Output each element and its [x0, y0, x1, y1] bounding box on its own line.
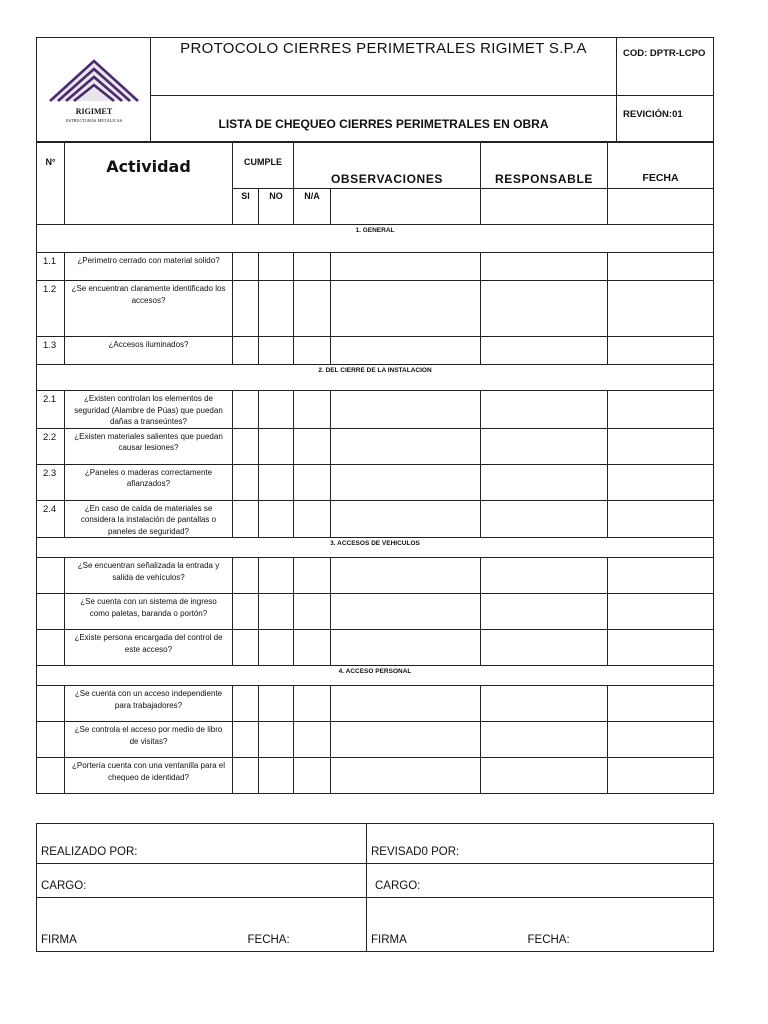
firma-left-label: FIRMA: [41, 934, 77, 946]
responsable-cell[interactable]: [481, 500, 608, 538]
observaciones-blank: [331, 189, 481, 225]
fecha-cell[interactable]: [608, 722, 714, 758]
section-row: [37, 225, 714, 253]
fecha-cell[interactable]: [608, 594, 714, 630]
fecha-right-label: FECHA:: [527, 934, 570, 946]
responsable-cell[interactable]: [481, 337, 608, 365]
realizado-por-field: REALIZADO POR:: [37, 824, 367, 864]
si-checkbox-cell[interactable]: [233, 464, 259, 500]
na-checkbox-cell[interactable]: [294, 500, 331, 538]
item-number: 2.3: [37, 464, 65, 500]
item-activity: ¿Existe persona encargada del control de este acceso?: [65, 630, 233, 666]
si-checkbox-cell[interactable]: [233, 281, 259, 337]
cargo-right-field: CARGO:: [367, 864, 714, 898]
observaciones-cell[interactable]: [331, 391, 481, 429]
fecha-cell[interactable]: [608, 500, 714, 538]
observaciones-cell[interactable]: [331, 500, 481, 538]
checklist-row: [37, 428, 714, 464]
item-activity: ¿Perimetro cerrado con material solido?: [65, 253, 233, 281]
document-subtitle: LISTA DE CHEQUEO CIERRES PERIMETRALES EN OBRA: [151, 96, 617, 142]
fecha-cell[interactable]: [608, 464, 714, 500]
no-checkbox-cell[interactable]: [259, 464, 294, 500]
observaciones-cell[interactable]: [331, 686, 481, 722]
observaciones-cell[interactable]: [331, 558, 481, 594]
na-checkbox-cell[interactable]: [294, 391, 331, 429]
si-checkbox-cell[interactable]: [233, 630, 259, 666]
firma-right-label: FIRMA: [371, 934, 407, 946]
item-number: [37, 686, 65, 722]
header-row: [37, 143, 714, 189]
no-checkbox-cell[interactable]: [259, 500, 294, 538]
checklist-row: [37, 281, 714, 337]
item-number: 1.3: [37, 337, 65, 365]
checklist-row: [37, 630, 714, 666]
section-title: 2. DEL CIERRE DE LA INSTALACION: [37, 365, 714, 391]
no-checkbox-cell[interactable]: [259, 337, 294, 365]
responsable-cell[interactable]: [481, 686, 608, 722]
no-checkbox-cell[interactable]: [259, 630, 294, 666]
col-observaciones-header: OBSERVACIONES: [294, 143, 481, 189]
observaciones-cell[interactable]: [331, 281, 481, 337]
col-fecha-header: FECHA: [608, 143, 714, 189]
observaciones-cell[interactable]: [331, 758, 481, 794]
document-revision: REVICIÓN:01: [617, 96, 714, 142]
na-checkbox-cell[interactable]: [294, 428, 331, 464]
na-checkbox-cell[interactable]: [294, 722, 331, 758]
responsable-cell[interactable]: [481, 594, 608, 630]
item-activity: ¿Se encuentran señalizada la entrada y salida de vehículos?: [65, 558, 233, 594]
na-checkbox-cell[interactable]: [294, 464, 331, 500]
section-title: 1. GENERAL: [37, 225, 714, 253]
no-checkbox-cell[interactable]: [259, 253, 294, 281]
na-checkbox-cell[interactable]: [294, 594, 331, 630]
responsable-cell[interactable]: [481, 630, 608, 666]
na-checkbox-cell[interactable]: [294, 281, 331, 337]
si-checkbox-cell[interactable]: [233, 758, 259, 794]
item-number: [37, 722, 65, 758]
firma-fecha-right: [367, 898, 714, 952]
responsable-cell[interactable]: [481, 464, 608, 500]
svg-text:RIGIMET: RIGIMET: [75, 106, 112, 116]
no-checkbox-cell[interactable]: [259, 391, 294, 429]
fecha-cell[interactable]: [608, 281, 714, 337]
na-checkbox-cell[interactable]: [294, 630, 331, 666]
section-row: [37, 666, 714, 686]
item-activity: ¿Se controla el acceso por medio de libro de visitas?: [65, 722, 233, 758]
checklist-row: [37, 722, 714, 758]
rigimet-logo-icon: [44, 51, 144, 129]
checklist-row: [37, 464, 714, 500]
section-title: 4. ACCESO PERSONAL: [37, 666, 714, 686]
responsable-cell[interactable]: [481, 281, 608, 337]
no-checkbox-cell[interactable]: [259, 281, 294, 337]
responsable-cell[interactable]: [481, 558, 608, 594]
si-checkbox-cell[interactable]: [233, 594, 259, 630]
fecha-left-label: FECHA:: [247, 934, 290, 946]
observaciones-cell[interactable]: [331, 428, 481, 464]
fecha-cell[interactable]: [608, 686, 714, 722]
item-activity: ¿Existen materiales salientes que puedan causar lesiones?: [65, 428, 233, 464]
si-checkbox-cell[interactable]: [233, 428, 259, 464]
item-number: 2.4: [37, 500, 65, 538]
responsable-blank: [481, 189, 608, 225]
item-activity: ¿Accesos iluminados?: [65, 337, 233, 365]
item-activity: ¿Se cuenta con un acceso independiente para trabajadores?: [65, 686, 233, 722]
document-header: [36, 37, 714, 142]
item-activity: ¿Existen controlan los elementos de seguridad (Alambre de Púas) que puedan dañas a transeúntes?: [65, 391, 233, 429]
na-checkbox-cell[interactable]: [294, 253, 331, 281]
checklist-row: [37, 558, 714, 594]
si-checkbox-cell[interactable]: [233, 337, 259, 365]
si-checkbox-cell[interactable]: [233, 686, 259, 722]
observaciones-cell[interactable]: [331, 722, 481, 758]
no-checkbox-cell[interactable]: [259, 594, 294, 630]
checklist-row: [37, 594, 714, 630]
col-no-header: NO: [259, 189, 294, 225]
na-checkbox-cell[interactable]: [294, 758, 331, 794]
col-activity-header: Actividad: [65, 143, 233, 225]
svg-text:ESTRUCTURAS METÁLICAS: ESTRUCTURAS METÁLICAS: [65, 117, 122, 123]
checklist-row: [37, 337, 714, 365]
fecha-cell[interactable]: [608, 253, 714, 281]
na-checkbox-cell[interactable]: [294, 558, 331, 594]
firma-fecha-left: [37, 898, 367, 952]
responsable-cell[interactable]: [481, 428, 608, 464]
responsable-cell[interactable]: [481, 391, 608, 429]
no-checkbox-cell[interactable]: [259, 558, 294, 594]
no-checkbox-cell[interactable]: [259, 722, 294, 758]
revisado-por-field: REVISAD0 POR:: [367, 824, 714, 864]
checklist-row: [37, 758, 714, 794]
signature-block: [36, 823, 714, 952]
fecha-cell[interactable]: [608, 391, 714, 429]
col-responsable-header: RESPONSABLE: [481, 143, 608, 189]
checklist-table: [36, 142, 714, 794]
item-number: [37, 758, 65, 794]
section-row: [37, 538, 714, 558]
fecha-cell[interactable]: [608, 758, 714, 794]
fecha-cell[interactable]: [608, 558, 714, 594]
item-activity: ¿Se encuentran claramente identificado los accesos?: [65, 281, 233, 337]
item-activity: ¿Portería cuenta con una ventanilla para el chequeo de identidad?: [65, 758, 233, 794]
section-row: [37, 365, 714, 391]
si-checkbox-cell[interactable]: [233, 722, 259, 758]
fecha-cell[interactable]: [608, 337, 714, 365]
item-number: [37, 558, 65, 594]
checklist-row: [37, 253, 714, 281]
item-number: [37, 594, 65, 630]
checklist-row: [37, 391, 714, 429]
item-activity: ¿En caso de caída de materiales se considera la instalación de pantallas o paneles de seguridad?: [65, 500, 233, 538]
section-title: 3. ACCESOS DE VEHICULOS: [37, 538, 714, 558]
col-na-header: N/A: [294, 189, 331, 225]
cargo-left-field: CARGO:: [37, 864, 367, 898]
item-activity: ¿Paneles o maderas correctamente afianzados?: [65, 464, 233, 500]
responsable-cell[interactable]: [481, 758, 608, 794]
observaciones-cell[interactable]: [331, 464, 481, 500]
si-checkbox-cell[interactable]: [233, 391, 259, 429]
observaciones-cell[interactable]: [331, 337, 481, 365]
document-title: PROTOCOLO CIERRES PERIMETRALES RIGIMET S.P.A: [151, 38, 617, 96]
col-si-header: SI: [233, 189, 259, 225]
item-number: 1.1: [37, 253, 65, 281]
document-code: COD: DPTR-LCPO: [617, 38, 714, 96]
fecha-cell[interactable]: [608, 630, 714, 666]
item-activity: ¿Se cuenta con un sistema de ingreso como paletas, baranda o portón?: [65, 594, 233, 630]
no-checkbox-cell[interactable]: [259, 428, 294, 464]
fecha-cell[interactable]: [608, 428, 714, 464]
fecha-blank: [608, 189, 714, 225]
item-number: 2.2: [37, 428, 65, 464]
checklist-row: [37, 500, 714, 538]
item-number: 1.2: [37, 281, 65, 337]
si-checkbox-cell[interactable]: [233, 500, 259, 538]
item-number: 2.1: [37, 391, 65, 429]
no-checkbox-cell[interactable]: [259, 758, 294, 794]
observaciones-cell[interactable]: [331, 630, 481, 666]
checklist-row: [37, 686, 714, 722]
col-cumple-header: CUMPLE: [233, 143, 294, 189]
si-checkbox-cell[interactable]: [233, 253, 259, 281]
si-checkbox-cell[interactable]: [233, 558, 259, 594]
na-checkbox-cell[interactable]: [294, 337, 331, 365]
observaciones-cell[interactable]: [331, 253, 481, 281]
item-number: [37, 630, 65, 666]
company-logo: [37, 38, 151, 142]
responsable-cell[interactable]: [481, 253, 608, 281]
col-number-header: N°: [37, 143, 65, 225]
observaciones-cell[interactable]: [331, 594, 481, 630]
responsable-cell[interactable]: [481, 722, 608, 758]
no-checkbox-cell[interactable]: [259, 686, 294, 722]
na-checkbox-cell[interactable]: [294, 686, 331, 722]
